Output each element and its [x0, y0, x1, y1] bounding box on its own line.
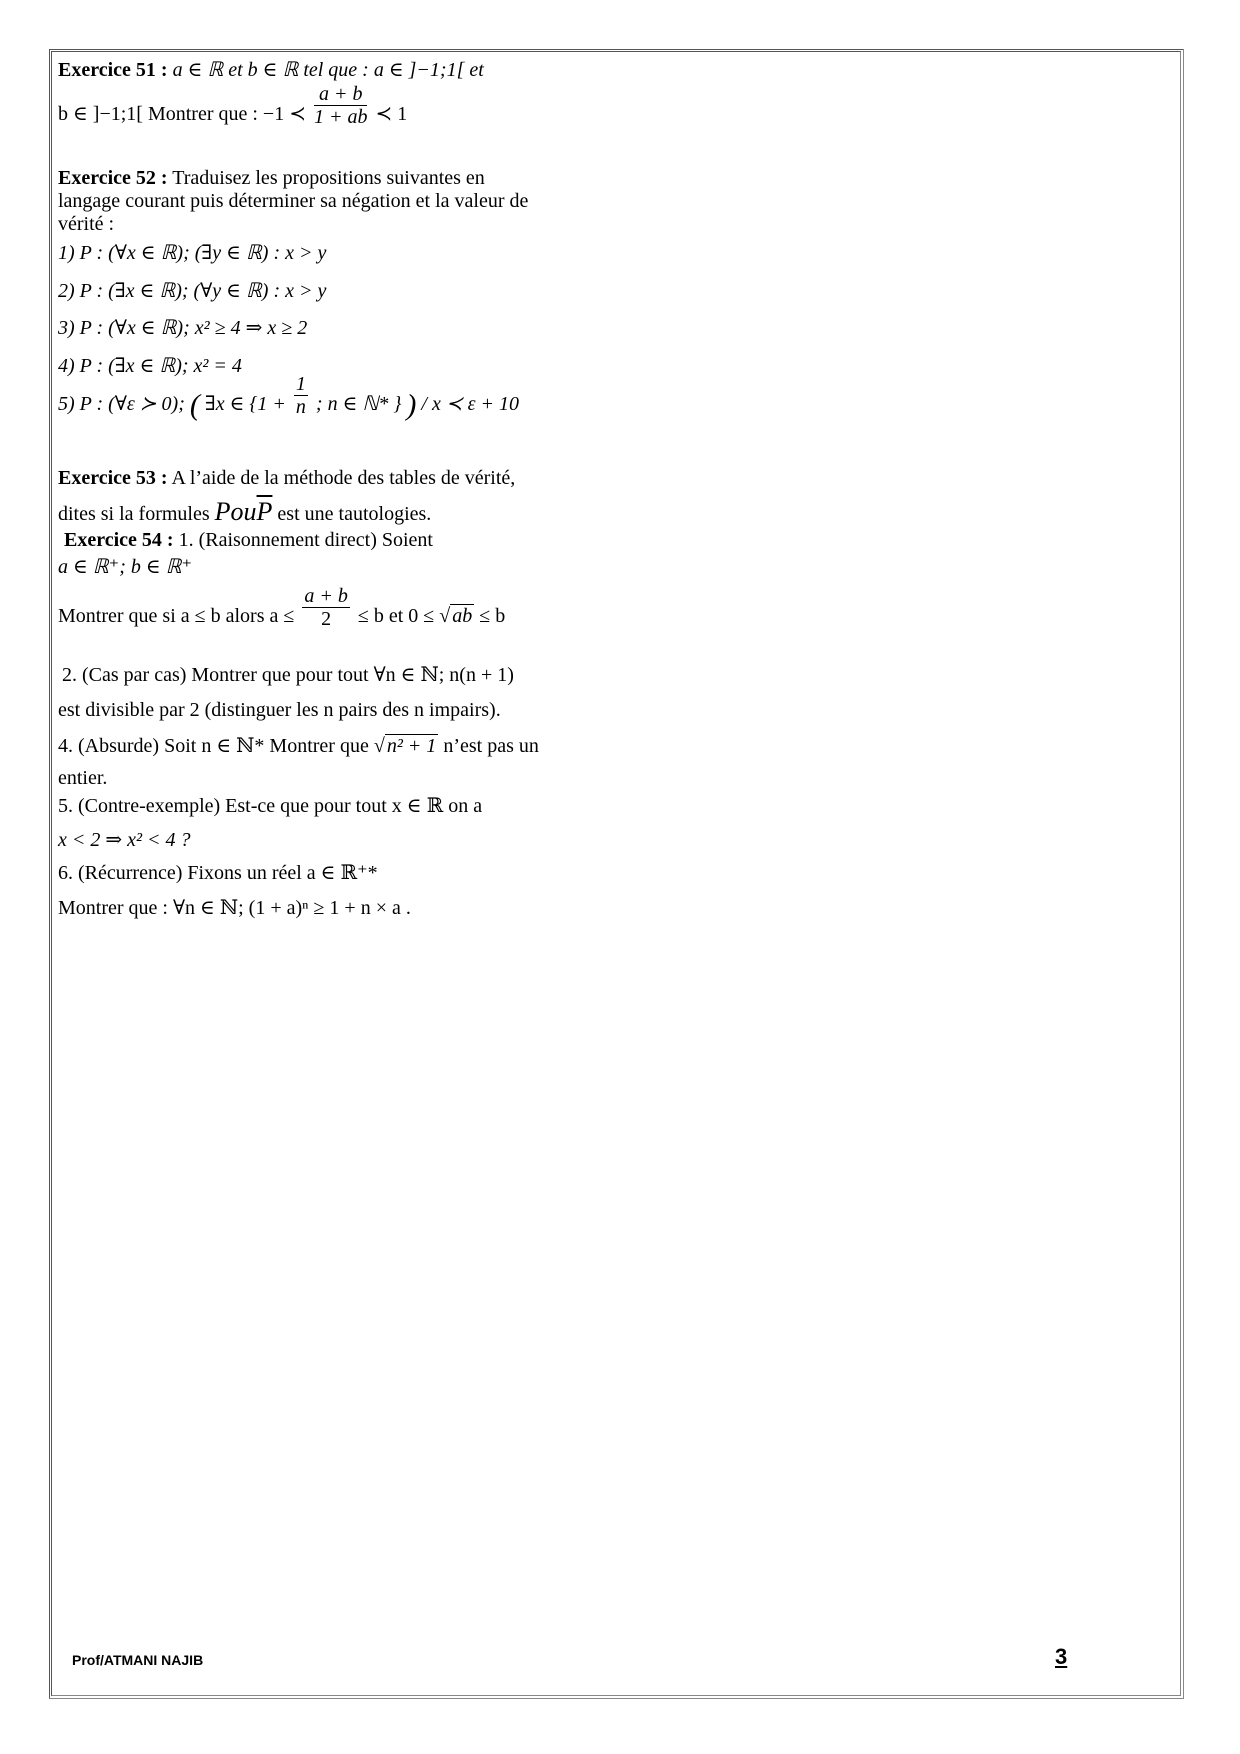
ex52-item5-frac-den: n	[295, 395, 306, 418]
ex52-title: Exercice 52 :	[58, 167, 168, 189]
ex54-part2-line1: 2. (Cas par cas) Montrer que pour tout ∀n ∈ ℕ; n(n + 1)	[62, 664, 514, 686]
ex52-item-1: 1) P : (∀x ∈ ℝ); (∃y ∈ ℝ) : x > y	[58, 242, 327, 264]
ex54-part4-sqrt: n² + 1	[386, 735, 437, 757]
ex54-part4-suffix: n’est pas un	[443, 735, 539, 757]
ex54-part1-frac-num: a + b	[304, 584, 348, 607]
ex52-line2: langage courant puis déterminer sa négation et la valeur de	[58, 190, 529, 212]
ex53-line2-prefix: dites si la formules	[58, 503, 210, 525]
ex54-part6-line1: 6. (Récurrence) Fixons un réel a ∈ ℝ⁺*	[58, 862, 378, 884]
footer-author: Prof/ATMANI NAJIB	[72, 1652, 204, 1668]
ex54-part1-suffix: ≤ b	[479, 605, 506, 627]
ex52-item5-prefix: 5) P : (∀ε ≻ 0);	[58, 393, 185, 415]
ex54-part5-line1: 5. (Contre-exemple) Est-ce que pour tout x ∈ ℝ on a	[58, 795, 483, 817]
ex53-title: Exercice 53 :	[58, 467, 168, 489]
ex54-part1-mid: ≤ b et 0 ≤	[357, 605, 440, 627]
ex54-part5-line2: x < 2 ⇒ x² < 4 ?	[58, 829, 191, 851]
ex51-frac-den: 1 + ab	[313, 105, 368, 128]
ex54-part1-statement: Montrer que si a ≤ b alors a ≤ $\frac{a + b}{2}$ ≤ b et 0 ≤ √ ab ≤ b	[58, 584, 506, 630]
ex51-line2-prefix: b ∈ ]−1;1[ Montrer que : −1 ≺	[58, 103, 306, 125]
ex51-line2	[58, 82, 408, 128]
ex52-item5-set-right: ; n ∈ ℕ* }	[315, 393, 402, 415]
ex54-title: Exercice 54 :	[64, 529, 174, 551]
page-number: 3	[1055, 1644, 1068, 1669]
ex53-line1	[58, 466, 515, 490]
ex54-part4-line1: 4. (Absurde) Soit n ∈ ℕ* Montrer que √ n² + 1 n’est pas un	[58, 735, 539, 757]
ex54-line1	[64, 528, 433, 552]
ex54-part4-line2: entier.	[58, 767, 108, 789]
ex52-item5-suffix: / x ≺ ε + 10	[421, 393, 519, 415]
ex53-line2-suffix: est une tautologies.	[277, 503, 432, 525]
ex52-item-3: 3) P : (∀x ∈ ℝ); x² ≥ 4 ⇒ x ≥ 2	[58, 317, 308, 339]
ex53-formula-pbar: $\overline{P}$	[256, 497, 273, 526]
ex51-condition: a ∈ ℝ et b ∈ ℝ tel que : a ∈ ]−1;1[ et	[172, 59, 484, 81]
ex53-line2	[58, 497, 432, 526]
ex54-part1-sqrt: ab	[452, 605, 473, 627]
ex52-item-2: 2) P : (∃x ∈ ℝ); (∀y ∈ ℝ) : x > y	[58, 280, 327, 302]
ex53-text: A l’aide de la méthode des tables de vérité,	[171, 467, 516, 489]
ex54-part4-prefix: 4. (Absurde) Soit n ∈ ℕ* Montrer que	[58, 735, 374, 757]
ex51-line2-suffix: ≺ 1	[375, 103, 408, 125]
ex54-part1-sets: a ∈ ℝ⁺; b ∈ ℝ⁺	[58, 556, 193, 578]
ex52-item5-frac-num: 1	[295, 372, 306, 395]
ex52-line1	[58, 166, 485, 190]
ex51-title: Exercice 51 :	[58, 59, 168, 81]
ex52-item5-fraction	[294, 373, 308, 418]
ex54-part1-prefix: Montrer que si a ≤ b alors a ≤	[58, 605, 295, 627]
ex54-part1-title: 1. (Raisonnement direct) Soient	[178, 529, 433, 551]
ex54-part6-line2: Montrer que : ∀n ∈ ℕ; (1 + a)ⁿ ≥ 1 + n × a .	[58, 897, 411, 919]
ex52-item5-set-left: ∃x ∈ {1 +	[204, 393, 286, 415]
ex54-part1-frac-den: 2	[321, 607, 332, 630]
ex52-item-4: 4) P : (∃x ∈ ℝ); x² = 4	[58, 355, 242, 377]
ex51-frac-num: a + b	[314, 83, 368, 106]
ex51-fraction	[314, 83, 368, 128]
ex52-item-5: 5) P : (∀ε ≻ 0); ( ∃x ∈ {1 + $\frac{1}{n}$ ; n ∈ ℕ* } ) / x ≺ ε + 10	[58, 372, 519, 422]
ex54-part1-fraction	[302, 585, 350, 630]
ex52-intro: Traduisez les propositions suivantes en	[172, 167, 485, 189]
ex53-formula-p: Pou	[214, 497, 257, 526]
ex51-line1	[58, 58, 484, 82]
ex52-line3: vérité :	[58, 213, 115, 235]
ex53-formula	[215, 497, 273, 526]
ex54-part2-line2: est divisible par 2 (distinguer les n pairs des n impairs).	[58, 699, 501, 721]
